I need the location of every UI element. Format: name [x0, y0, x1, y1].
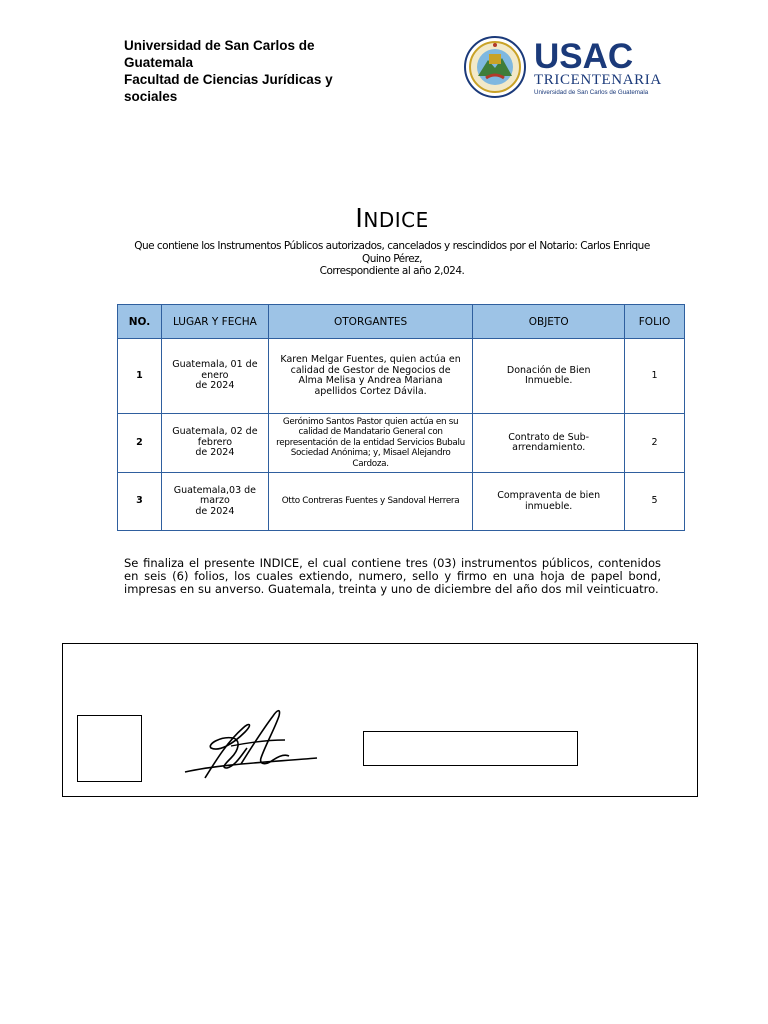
logo-tricentenaria-text: TRICENTENARIA: [534, 72, 662, 88]
page-title: [0, 204, 768, 234]
closing-paragraph: Se finaliza el presente INDICE, el cual contiene tres (03) instrumentos públicos, contenidos en seis (6) folios, los cuales extiendo, numero, sello y firmo en una hoja de papel bond, impresas en su anverso. Guatemala, treinta y uno de diciembre del año dos mil veinticuatro.: [124, 556, 661, 596]
title-text: INDICE: [355, 204, 429, 234]
subtitle-line-1: Que contiene los Instrumentos Públicos autorizados, cancelados y rescindidos por el Notario: Carlos Enrique: [134, 240, 650, 252]
cell-no: 3: [118, 473, 162, 531]
table-header-row: [118, 305, 685, 339]
column-header-folio: FOLIO: [625, 305, 685, 339]
seal-box: [363, 731, 578, 766]
index-table: [117, 304, 685, 531]
faculty-line-2: sociales: [124, 89, 178, 104]
signature-image: [181, 702, 323, 782]
cell-no: 1: [118, 339, 162, 414]
university-line-1: Universidad de San Carlos de: [124, 38, 315, 53]
logo-tagline-text: Universidad de San Carlos de Guatemala: [534, 89, 649, 96]
column-header-no: NO.: [118, 305, 162, 339]
cell-folio: 5: [625, 473, 685, 531]
cell-line: de 2024: [195, 505, 235, 517]
cell-line: calidad de Mandatario General con: [298, 427, 443, 438]
table-row: [118, 339, 685, 414]
cell-line: representación de la entidad Servicios Bubalu: [276, 437, 465, 448]
cell-folio: 2: [625, 414, 685, 473]
cell-folio: 1: [625, 339, 685, 414]
cell-line: Gerónimo Santos Pastor quien actúa en su: [282, 416, 459, 427]
cell-line: febrero: [197, 436, 233, 448]
document-header: [124, 37, 424, 105]
stamp-box: [77, 715, 142, 782]
subtitle: [120, 240, 664, 278]
cell-line: arrendamiento.: [512, 442, 586, 453]
cell-line: Otto Contreras Fuentes y Sandoval Herrera: [281, 496, 460, 507]
table-row: [118, 414, 685, 473]
university-line-2: Guatemala: [124, 55, 194, 70]
cell-otorgantes: [268, 414, 473, 473]
table-row: [118, 473, 685, 531]
usac-seal-icon: [465, 37, 525, 97]
cell-line: Guatemala, 01 de: [172, 359, 258, 371]
column-header-objeto: OBJETO: [473, 305, 625, 339]
cell-line: Karen Melgar Fuentes, quien actúa en: [280, 354, 461, 365]
cell-line: Alma Melisa y Andrea Mariana: [298, 375, 443, 386]
cell-line: de 2024: [195, 447, 235, 459]
cell-lugar-fecha: [161, 473, 268, 531]
column-header-lugar-fecha: LUGAR Y FECHA: [161, 305, 268, 339]
subtitle-line-3: Correspondiente al año 2,024.: [319, 265, 465, 277]
cell-line: Sociedad Anónima; y, Misael Alejandro: [290, 448, 451, 459]
cell-line: apellidos Cortez Dávila.: [314, 385, 427, 397]
cell-line: inmueble.: [525, 500, 573, 512]
cell-lugar-fecha: [161, 339, 268, 414]
cell-line: Donación de Bien: [506, 364, 591, 376]
cell-line: Guatemala,03 de: [173, 484, 257, 496]
subtitle-line-2: Quino Pérez,: [361, 252, 423, 265]
cell-lugar-fecha: [161, 414, 268, 473]
logo-usac-text: USAC: [534, 37, 634, 76]
cell-line: enero: [201, 369, 229, 381]
cell-otorgantes: [268, 473, 473, 531]
cell-objeto: [473, 473, 625, 531]
cell-line: Cardoza.: [352, 458, 389, 469]
cell-line: marzo: [199, 495, 230, 507]
cell-otorgantes: [268, 339, 473, 414]
column-header-otorgantes: OTORGANTES: [268, 305, 473, 339]
cell-line: Compraventa de bien: [497, 490, 601, 501]
cell-line: Inmueble.: [524, 375, 573, 386]
cell-line: calidad de Gestor de Negocios de: [290, 364, 451, 376]
usac-logo: [462, 36, 672, 98]
cell-objeto: [473, 339, 625, 414]
faculty-line-1: Facultad de Ciencias Jurídicas y: [124, 72, 333, 87]
signature-block: [62, 643, 698, 797]
cell-line: Contrato de Sub-: [508, 431, 590, 443]
cell-no: 2: [118, 414, 162, 473]
cell-line: de 2024: [195, 380, 235, 392]
cell-line: Guatemala, 02 de: [172, 426, 258, 438]
cell-objeto: [473, 414, 625, 473]
